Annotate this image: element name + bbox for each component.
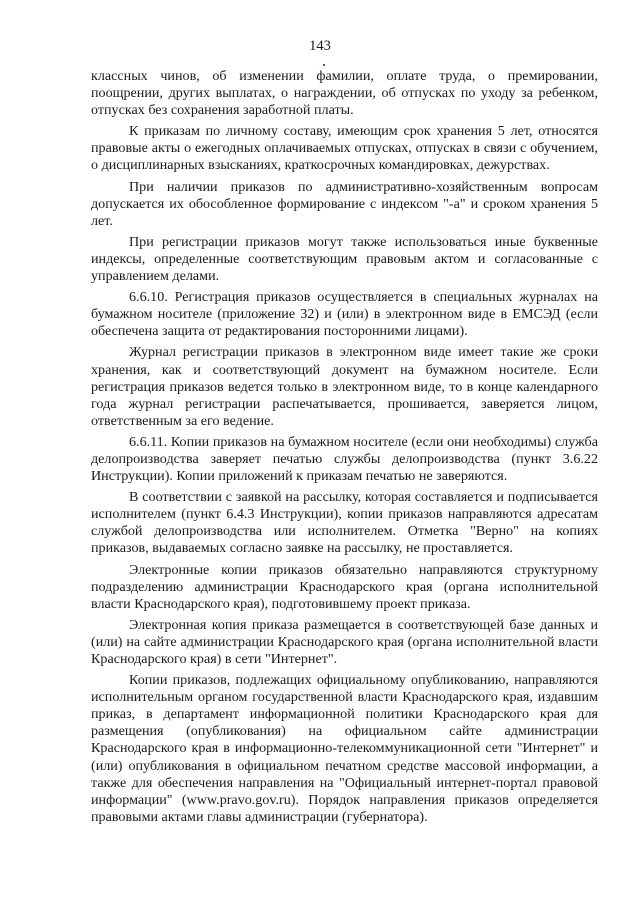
document-body — [91, 68, 598, 830]
paragraph-letter-indexes: При регистрации приказов могут также использоваться иные буквенные индексы, определенные соответствующим правовым актом и согласованные с управлением делами. — [91, 233, 598, 285]
scan-speck — [323, 64, 325, 66]
paragraph-official-publication: Копии приказов, подлежащих официальному опубликованию, направляются исполнительным органом государственной власти Краснодарского края, издавшим приказ, в департамент информационной политики Краснодарского края для размещения (опубликования) на официальном сайте администрации Краснодарского края в информационно-телекоммуникационной сети "Интернет" и (или) опубликования в официальном печатном средстве массовой информации, а также для обеспечения направления на "Официальный интернет-портал правовой информации" (www.pravo.gov.ru). Порядок направления приказов определяется правовыми актами главы администрации (губернатора). — [91, 672, 598, 825]
paragraph-electronic-journal: Журнал регистрации приказов в электронном виде имеет такие же сроки хранения, как и соответствующий документ на бумажном носителе. Если регистрация приказов ведется только в электронном виде, то в конце календарного года журнал регистрации распечатывается, прошивается, заверяется лицом, ответственным за его ведение. — [91, 344, 598, 429]
paragraph-electronic-copies: Электронные копии приказов обязательно направляются структурному подразделению администрации Краснодарского края (органа исполнительной власти Краснодарского края), подготовившему проект приказа. — [91, 561, 598, 612]
paragraph-6-6-10: 6.6.10. Регистрация приказов осуществляется в специальных журналах на бумажном носителе (приложение 32) и (или) в электронном виде в ЕМСЭД (если обеспечена защита от редактирования посторонними лицами). — [91, 289, 598, 340]
paragraph-continuation: классных чинов, об изменении фамилии, оплате труда, о премировании, поощрении, других выплатах, о награждении, об отпусках по уходу за ребенком, отпусках без сохранения заработной платы. — [91, 68, 598, 119]
paragraph-admin-index: При наличии приказов по административно-хозяйственным вопросам допускается их обособленное формирование с индексом "-а" и сроком хранения 5 лет. — [91, 178, 598, 229]
page-number: 143 — [309, 38, 331, 54]
paragraph-mailing-request: В соответствии с заявкой на рассылку, которая составляется и подписывается исполнителем (пункт 6.4.3 Инструкции), копии приказов направляются адресатам службой делопроизводства или исполнителем. Отметка "Верно" на копиях приказов, выдаваемых согласно заявке на рассылку, не проставляется. — [91, 489, 598, 557]
paragraph-personnel-5-years: К приказам по личному составу, имеющим срок хранения 5 лет, относятся правовые акты о ежегодных оплачиваемых отпусках, отпусках в связи с обучением, о дисциплинарных взысканиях, краткосрочных командировках, дежурствах. — [91, 123, 598, 174]
paragraph-database-placement: Электронная копия приказа размещается в соответствующей базе данных и (или) на сайте администрации Краснодарского края (органа исполнительной власти Краснодарского края) в сети "Интернет". — [91, 616, 598, 667]
paragraph-6-6-11: 6.6.11. Копии приказов на бумажном носителе (если они необходимы) служба делопроизводства заверяет печатью службы делопроизводства (пункт 3.6.22 Инструкции). Копии приложений к приказам печатью не заверяются. — [91, 433, 598, 485]
